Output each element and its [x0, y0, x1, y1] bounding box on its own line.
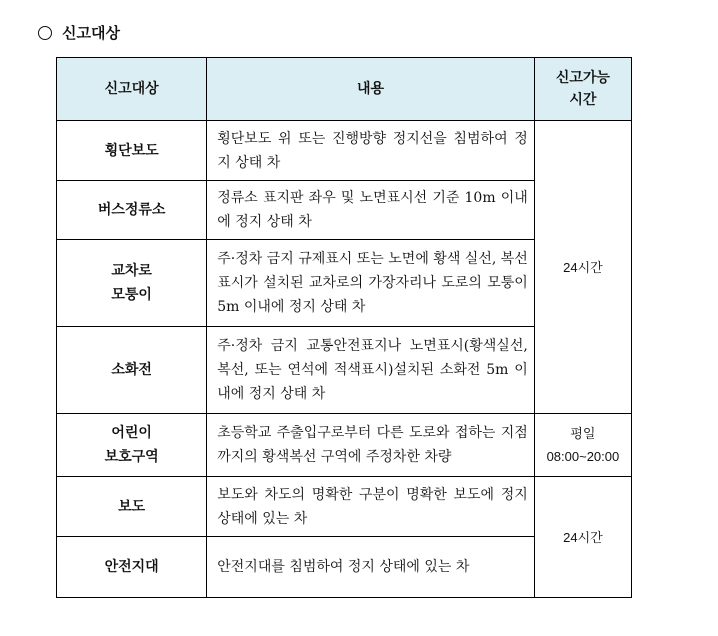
time-cell: 평일 08:00~20:00	[534, 414, 631, 477]
row-target: 어린이 보호구역	[57, 414, 207, 477]
row-target: 횡단보도	[57, 121, 207, 181]
header-content: 내용	[207, 58, 535, 121]
section-heading-text: 신고대상	[62, 24, 120, 42]
row-content: 보도와 차도의 명확한 구분이 명확한 보도에 정지 상태에 있는 차	[207, 477, 535, 537]
row-content: 주·정차 금지 규제표시 또는 노면에 황색 실선, 복선 표시가 설치된 교차로의 가장자리나 도로의 모퉁이 5m 이내에 정지 상태 차	[207, 240, 535, 327]
table-row	[57, 121, 632, 181]
row-target: 안전지대	[57, 537, 207, 598]
row-content: 정류소 표지판 좌우 및 노면표시선 기준 10m 이내에 정지 상태 차	[207, 181, 535, 240]
table-header-row	[57, 58, 632, 121]
row-content: 초등학교 주출입구로부터 다른 도로와 접하는 지점까지의 황색복선 구역에 주정차한 차량	[207, 414, 535, 477]
report-target-table	[56, 57, 632, 598]
section-heading	[38, 22, 120, 43]
row-content: 주·정차 금지 교통안전표지나 노면표시(황색실선, 복선, 또는 연석에 적색표시)설치된 소화전 5m 이내에 정지 상태 차	[207, 327, 535, 414]
table-row	[57, 414, 632, 477]
row-target: 버스정류소	[57, 181, 207, 240]
row-content: 안전지대를 침범하여 정지 상태에 있는 차	[207, 537, 535, 598]
row-target: 보도	[57, 477, 207, 537]
time-cell: 24시간	[534, 477, 631, 598]
circle-bullet-icon	[38, 26, 52, 40]
row-content: 횡단보도 위 또는 진행방향 정지선을 침범하여 정지 상태 차	[207, 121, 535, 181]
header-target: 신고대상	[57, 58, 207, 121]
row-target: 교차로 모퉁이	[57, 240, 207, 327]
row-target: 소화전	[57, 327, 207, 414]
table-row	[57, 477, 632, 537]
time-cell: 24시간	[534, 121, 631, 414]
header-time: 신고가능 시간	[534, 58, 631, 121]
